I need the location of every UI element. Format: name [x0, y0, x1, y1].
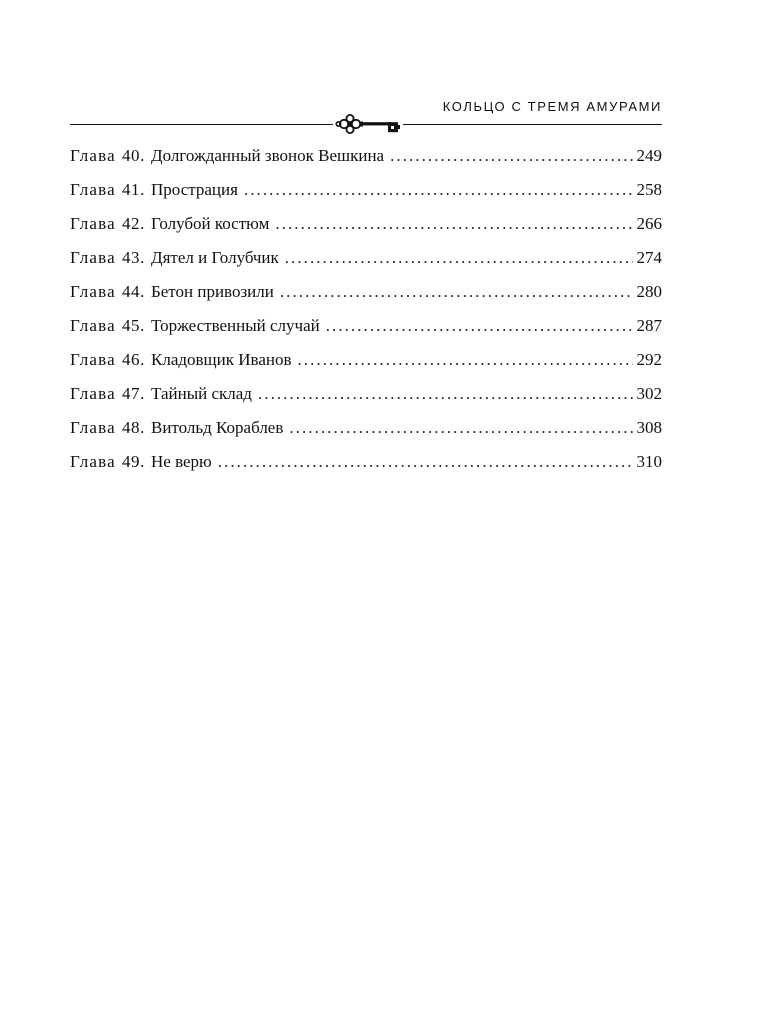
key-icon	[333, 111, 403, 137]
chapter-label: Глава	[70, 452, 116, 471]
chapter-number: 46.	[121, 350, 145, 369]
page-number: 292	[636, 350, 662, 369]
chapter-title: Тайный склад	[151, 384, 252, 403]
page-number: 280	[636, 282, 662, 301]
chapter-title: Голубой костюм	[151, 214, 270, 233]
page-number: 308	[636, 418, 662, 437]
dot-leader	[326, 314, 633, 338]
toc-entry-45[interactable]	[70, 314, 662, 348]
dot-leader	[280, 280, 633, 304]
page-number: 249	[636, 146, 662, 165]
dot-leader	[390, 144, 632, 168]
chapter-label: Глава	[70, 350, 116, 369]
chapter-number: 49.	[121, 452, 145, 471]
page-number: 274	[636, 248, 662, 267]
page-number: 287	[636, 316, 662, 335]
chapter-label: Глава	[70, 146, 116, 165]
table-of-contents	[70, 144, 662, 484]
chapter-title: Кладовщик Иванов	[151, 350, 292, 369]
chapter-label: Глава	[70, 282, 116, 301]
toc-entry-40[interactable]	[70, 144, 662, 178]
chapter-label: Глава	[70, 248, 116, 267]
chapter-title: Витольд Кораблев	[151, 418, 284, 437]
chapter-title: Долгожданный звонок Вешкина	[151, 146, 385, 165]
dot-leader	[289, 416, 632, 440]
chapter-number: 48.	[121, 418, 145, 437]
page-number: 266	[636, 214, 662, 233]
toc-entry-44[interactable]	[70, 280, 662, 314]
page-number: 258	[636, 180, 662, 199]
chapter-title: Торжественный случай	[151, 316, 320, 335]
chapter-number: 41.	[121, 180, 145, 199]
page-number: 302	[636, 384, 662, 403]
dot-leader	[244, 178, 633, 202]
chapter-label: Глава	[70, 384, 116, 403]
chapter-title: Бетон привозили	[151, 282, 274, 301]
dot-leader	[298, 348, 633, 372]
toc-entry-48[interactable]	[70, 416, 662, 450]
chapter-number: 45.	[121, 316, 145, 335]
running-head: КОЛЬЦО С ТРЕМЯ АМУРАМИ	[442, 99, 662, 114]
chapter-number: 43.	[121, 248, 145, 267]
page-number: 310	[636, 452, 662, 471]
dot-leader	[218, 450, 633, 474]
toc-entry-49[interactable]	[70, 450, 662, 484]
chapter-title: Дятел и Голубчик	[151, 248, 279, 267]
chapter-label: Глава	[70, 214, 116, 233]
chapter-number: 42.	[121, 214, 145, 233]
chapter-number: 47.	[121, 384, 145, 403]
key-icon-graphic	[333, 111, 403, 137]
toc-entry-42[interactable]	[70, 212, 662, 246]
chapter-label: Глава	[70, 180, 116, 199]
chapter-title: Прострация	[151, 180, 238, 199]
toc-entry-46[interactable]	[70, 348, 662, 382]
chapter-title: Не верю	[151, 452, 212, 471]
chapter-number: 40.	[121, 146, 145, 165]
dot-leader	[285, 246, 633, 270]
dot-leader	[258, 382, 633, 406]
chapter-label: Глава	[70, 316, 116, 335]
toc-entry-41[interactable]	[70, 178, 662, 212]
dot-leader	[275, 212, 632, 236]
toc-entry-43[interactable]	[70, 246, 662, 280]
chapter-number: 44.	[121, 282, 145, 301]
toc-entry-47[interactable]	[70, 382, 662, 416]
chapter-label: Глава	[70, 418, 116, 437]
